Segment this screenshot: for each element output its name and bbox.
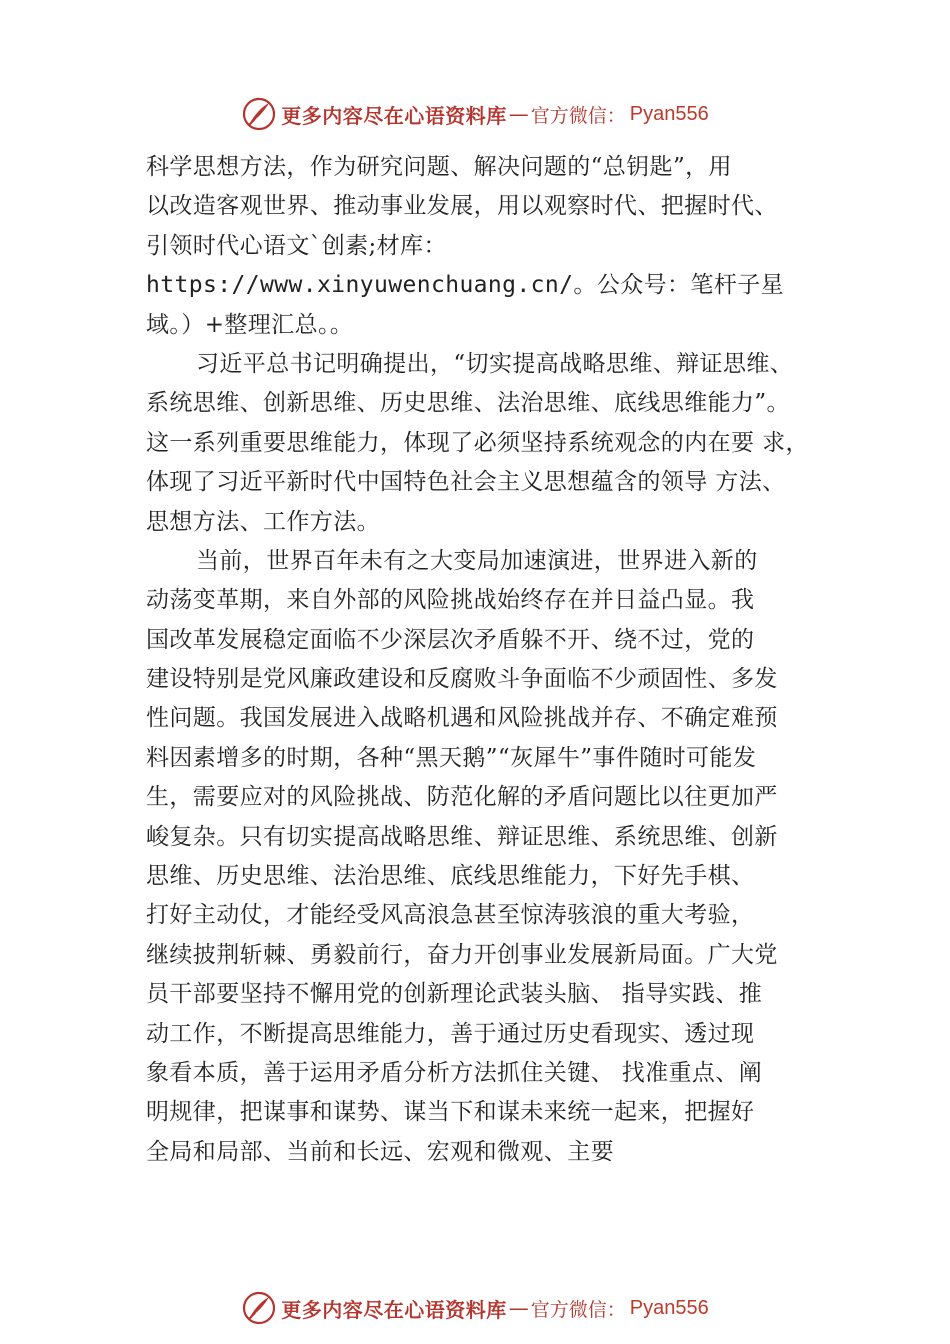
text-line: 以改造客观世界、推动事业发展，用以观察时代、把握时代、 <box>146 193 778 220</box>
banner-wechat-id: Pyan556 <box>629 1296 709 1319</box>
text-line: 体现了习近平新时代中国特色社会主义思想蕴含的领导 方法、 <box>146 469 786 496</box>
text-line: 员干部要坚持不懈用党的创新理论武装头脑、 指导实践、推 <box>146 981 763 1008</box>
banner-wechat-label: 官方微信： <box>530 1298 626 1321</box>
text-line: 系统思维、创新思维、历史思维、法治思维、底线思维能力”。 <box>146 390 790 417</box>
text-line: 动荡变革期，来自外部的风险挑战始终存在并日益凸显。我 <box>146 587 755 614</box>
text-line: 明规律，把谋事和谋势、谋当下和谋未来统一起来，把握好 <box>146 1099 755 1126</box>
text-line: 国改革发展稳定面临不少深层次矛盾躲不开、绕不过，党的 <box>146 626 755 653</box>
text-line: 域。）+整理汇总。。 <box>146 311 354 338</box>
text-line-url: https://www.xinyuwenchuang.cn/。公众号：笔杆子星 <box>146 272 785 299</box>
document-body <box>146 148 826 1172</box>
text-line: 象看本质，善于运用矛盾分析方法抓住关键、 找准重点、阐 <box>146 1059 763 1086</box>
text-line: 性问题。我国发展进入战略机遇和风险挑战并存、不确定难预 <box>146 705 778 732</box>
text-line: 料因素增多的时期，各种“黑天鹅”“灰犀牛”事件随时可能发 <box>146 744 757 771</box>
text-line: 引领时代心语文`创素;材库： <box>146 232 447 259</box>
banner-title: 更多内容尽在心语资料库 <box>281 1297 507 1322</box>
text-line: 科学思想方法，作为研究问题、解决问题的“总钥匙”，用 <box>146 154 732 180</box>
banner-separator: — <box>508 102 529 126</box>
text-line: 这一系列重要思维能力，体现了必须坚持系统观念的内在要 求， <box>146 429 809 456</box>
text-line: 生，需要应对的风险挑战、防范化解的矛盾问题比以往更加严 <box>146 784 778 811</box>
text-line: 思想方法、工作方法。 <box>146 508 380 535</box>
text-line: 全局和局部、当前和长远、宏观和微观、主要 <box>146 1138 614 1165</box>
banner-title: 更多内容尽在心语资料库 <box>281 103 507 128</box>
text-line: 继续披荆斩棘、勇毅前行，奋力开创事业发展新局面。广大党 <box>146 941 778 968</box>
quill-pen-logo-icon <box>241 1290 277 1326</box>
text-line: 动工作，不断提高思维能力，善于通过历史看现实、透过现 <box>146 1020 755 1047</box>
text-line: 峻复杂。只有切实提高战略思维、辩证思维、系统思维、创新 <box>146 823 778 850</box>
banner-wechat-label: 官方微信： <box>530 104 626 127</box>
footer-banner <box>0 1288 950 1328</box>
paragraph-start: 当前，世界百年未有之大变局加速演进，世界进入新的 <box>196 547 758 574</box>
banner-separator: — <box>508 1296 529 1320</box>
paragraph-start: 习近平总书记明确提出，“切实提高战略思维、辩证思维、 <box>196 350 794 377</box>
quill-pen-logo-icon <box>241 96 277 132</box>
header-banner <box>0 94 950 134</box>
banner-wechat-id: Pyan556 <box>629 102 709 125</box>
text-line: 打好主动仗，才能经受风高浪急甚至惊涛骇浪的重大考验， <box>146 902 755 929</box>
text-line: 建设特别是党风廉政建设和反腐败斗争面临不少顽固性、多发 <box>146 666 778 693</box>
text-line: 思维、历史思维、法治思维、底线思维能力，下好先手棋、 <box>146 863 755 890</box>
